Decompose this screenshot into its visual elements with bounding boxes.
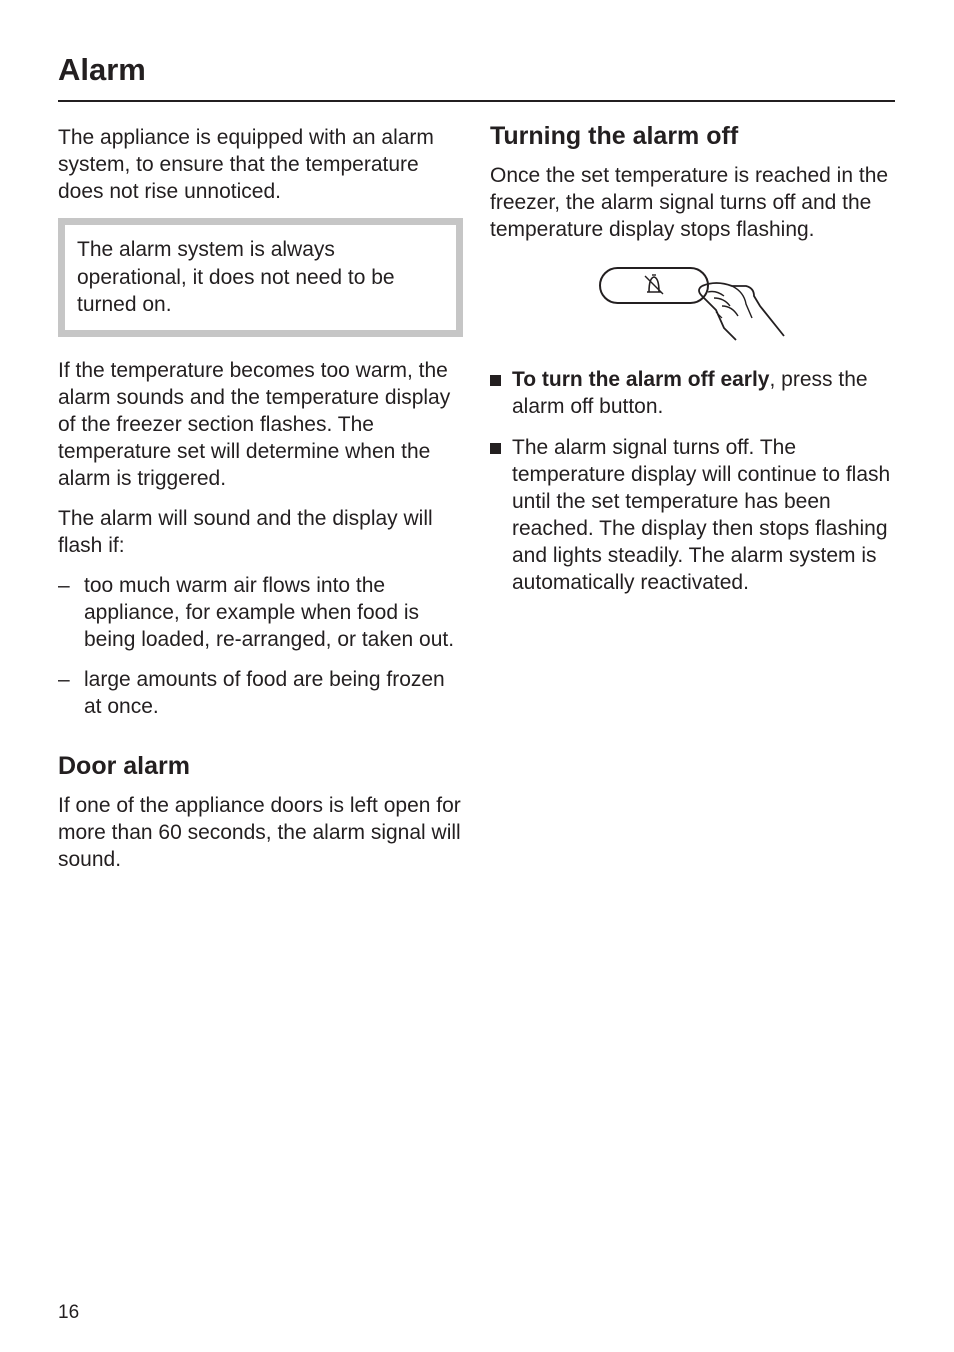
square-bullet-icon: [490, 443, 501, 454]
condition-list: [58, 572, 463, 720]
dash-marker: –: [58, 573, 70, 597]
page-title: Alarm: [58, 52, 146, 87]
door-alarm-paragraph: If one of the appliance doors is left open for more than 60 seconds, the alarm signal will sound.: [58, 793, 461, 871]
list-item: [490, 434, 898, 596]
square-bullet-icon: [490, 375, 501, 386]
turning-alarm-off-heading: Turning the alarm off: [490, 122, 739, 150]
flash-intro-paragraph: The alarm will sound and the display will flash if:: [58, 506, 433, 557]
note-box: [58, 218, 463, 337]
condition-text: too much warm air flows into the appliance, for example when food is being loaded, re-arranged, or taken out.: [84, 573, 455, 651]
note-text: The alarm system is always operational, it does not need to be turned on.: [77, 238, 395, 316]
warm-paragraph: If the temperature becomes too warm, the alarm sounds and the temperature display of the freezer section flashes. The temperature set will determine when the alarm is triggered.: [58, 358, 451, 490]
intro-paragraph: The appliance is equipped with an alarm system, to ensure that the temperature does not rise unnoticed.: [58, 126, 434, 203]
left-column: [58, 124, 463, 886]
list-item: [58, 666, 463, 720]
alarm-off-button-icon: [598, 266, 788, 352]
title-divider: [58, 100, 895, 102]
page-number: 16: [58, 1302, 80, 1323]
door-alarm-heading: Door alarm: [58, 751, 190, 780]
turn-off-steps: [490, 366, 898, 596]
condition-text: large amounts of food are being frozen at once.: [84, 667, 445, 718]
step-text: The alarm signal turns off. The temperature display will continue to flash until the set temperature has been reached. The display then stops flashing and lights steadily. The alarm system is automatically reactivated.: [512, 436, 891, 594]
right-column: [490, 124, 898, 610]
dash-marker: –: [58, 667, 70, 691]
step-text: , press the alarm off button.: [512, 368, 868, 418]
list-item: [490, 366, 898, 420]
list-item: [58, 572, 463, 653]
turn-off-intro-paragraph: Once the set temperature is reached in the freezer, the alarm signal turns off and the temperature display stops flashing.: [490, 164, 889, 241]
alarm-off-illustration: [490, 256, 898, 366]
step-bold-text: To turn the alarm off early: [512, 368, 770, 391]
